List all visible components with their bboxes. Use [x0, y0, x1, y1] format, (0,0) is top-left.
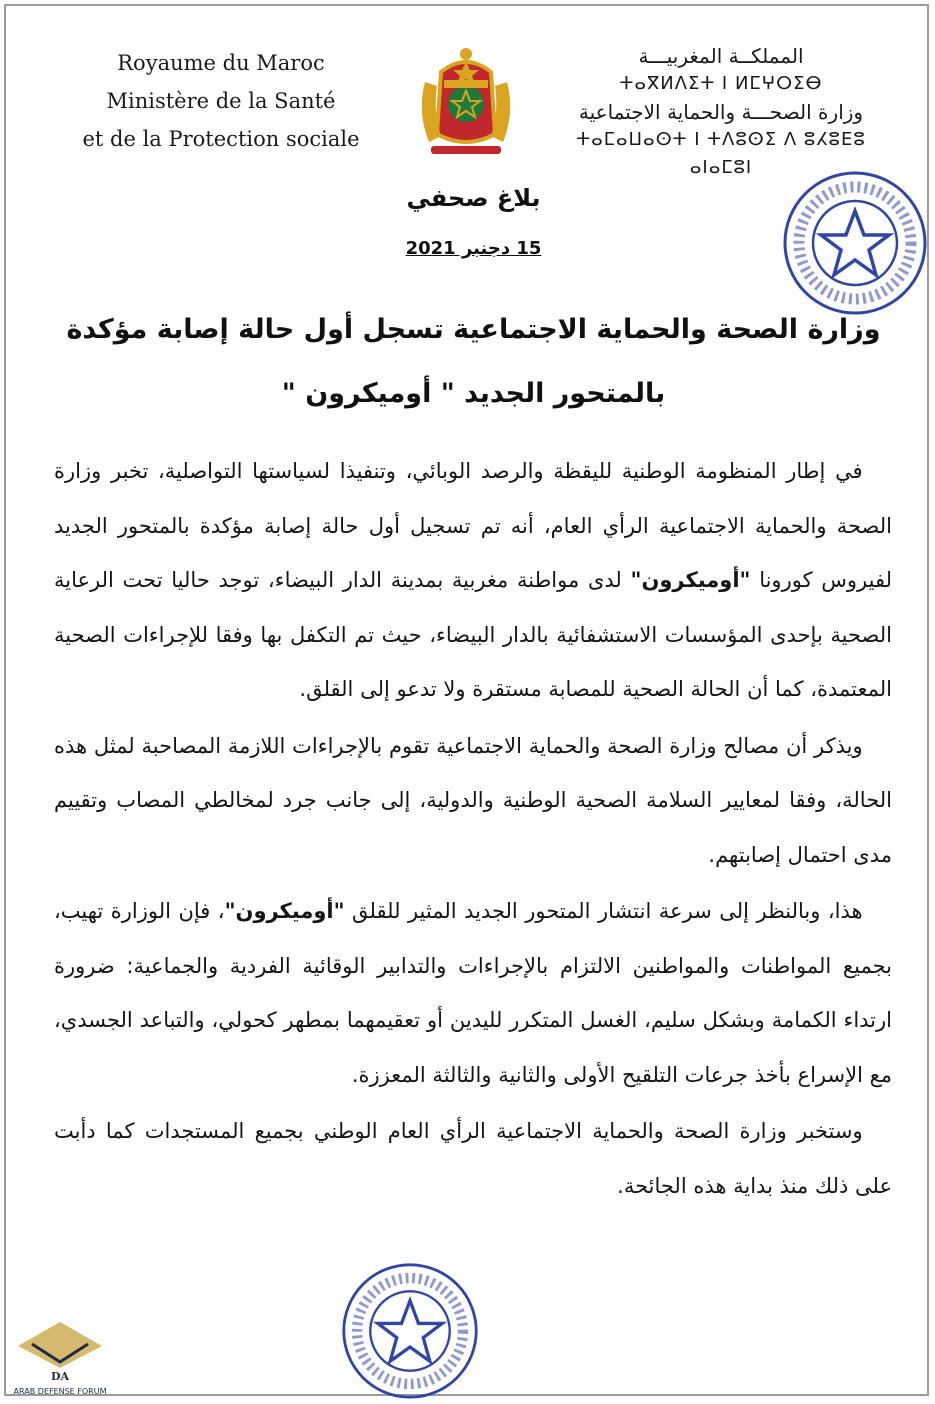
french-header-line-1: Royaume du Maroc [117, 51, 325, 75]
french-header-line-3: et de la Protection sociale [82, 127, 360, 151]
arabic-header-line-1: المملكــة المغربيـــة [638, 44, 804, 68]
paragraph-3: هذا، وبالنظر إلى سرعة انتشار المتحور الجديد المثير للقلق "أوميكرون"، فإن الوزارة تهيب، بجميع المواطنات والمواطنين الالتزام بالإجراءات والتدابير الوقائية الفردية والجماعية: ضرورة ارتداء الكمامة وبشكل سليم، الغسل المتكرر لليدين أو تعقيمهما بمطهر كحولي، والتباعد الجسدي، مع الإسراع بأخذ جرعات التلقيح الأولى والثانية والثالثة المعززة. [54, 899, 892, 1087]
tifinagh-header-line-1: ⵜⴰⴳⵍⴷⵉⵜ ⵏ ⵍⵎⵖⵔⵉⴱ [619, 73, 823, 94]
watermark-abbr: DA [50, 1370, 70, 1383]
french-header-line-2: Ministère de la Santé [106, 89, 336, 113]
press-release-title: بلاغ صحفي [406, 184, 541, 212]
ministry-star-stamp-icon [781, 169, 929, 317]
ministry-star-stamp-icon-bottom [336, 1261, 484, 1401]
headline-line-1: وزارة الصحة والحماية الاجتماعية تسجل أول حالة إصابة مؤكدة [66, 314, 881, 345]
moroccan-coat-of-arms-icon [411, 42, 521, 162]
headline-line-2: بالمتحور الجديد " أوميكرون " [281, 378, 666, 409]
press-release-body [54, 444, 892, 1213]
press-release-date: 15 دجنبر 2021 [405, 238, 542, 259]
arab-defense-forum-logo-icon [10, 1318, 110, 1400]
document-frame [4, 4, 929, 1396]
paragraph-4: وستخبر وزارة الصحة والحماية الاجتماعية الرأي العام الوطني بجميع المستجدات كما دأبت على ذلك منذ بداية هذه الجائحة. [54, 1119, 892, 1198]
paragraph-2: ويذكر أن مصالح وزارة الصحة والحماية الاجتماعية تقوم بالإجراءات اللازمة المصاحبة لمثل هذه الحالة، وفقا لمعايير السلامة الصحية الوطنية والدولية، إلى جانب جرد لمخالطي المصاب وتقييم مدى احتمال إصابتهم. [54, 733, 892, 867]
french-header [56, 44, 386, 158]
paragraph-1: في إطار المنظومة الوطنية لليقظة والرصد الوبائي، وتنفيذا لسياستها التواصلية، تخبر وزارة الصحة والحماية الاجتماعية الرأي العام، أنه تم تسجيل أول حالة إصابة مؤكدة بالمتحور الجديد لفيروس كورونا "أوميكرون" لدى مواطنة مغربية بمدينة الدار البيضاء، توجد حاليا تحت الرعاية الصحية بإحدى المؤسسات الاستشفائية بالدار البيضاء، حيث تم التكفل بها وفقا للإجراءات الصحية المعتمدة، كما أن الحالة الصحية للمصابة مستقرة ولا تدعو إلى القلق. [54, 459, 892, 701]
arabic-header-line-2: وزارة الصحـــة والحماية الاجتماعية [578, 100, 864, 124]
tifinagh-header-line-2: ⵜⴰⵎⴰⵡⴰⵙⵜ ⵏ ⵜⴷⵓⵙⵉ ⴷ ⵓⵃⵓⴹⵓ ⴰⵏⴰⵎⵓⵏ [576, 129, 866, 178]
watermark-text: ARAB DEFENSE FORUM [13, 1387, 107, 1396]
arabic-header [561, 42, 881, 182]
headline [66, 298, 881, 426]
